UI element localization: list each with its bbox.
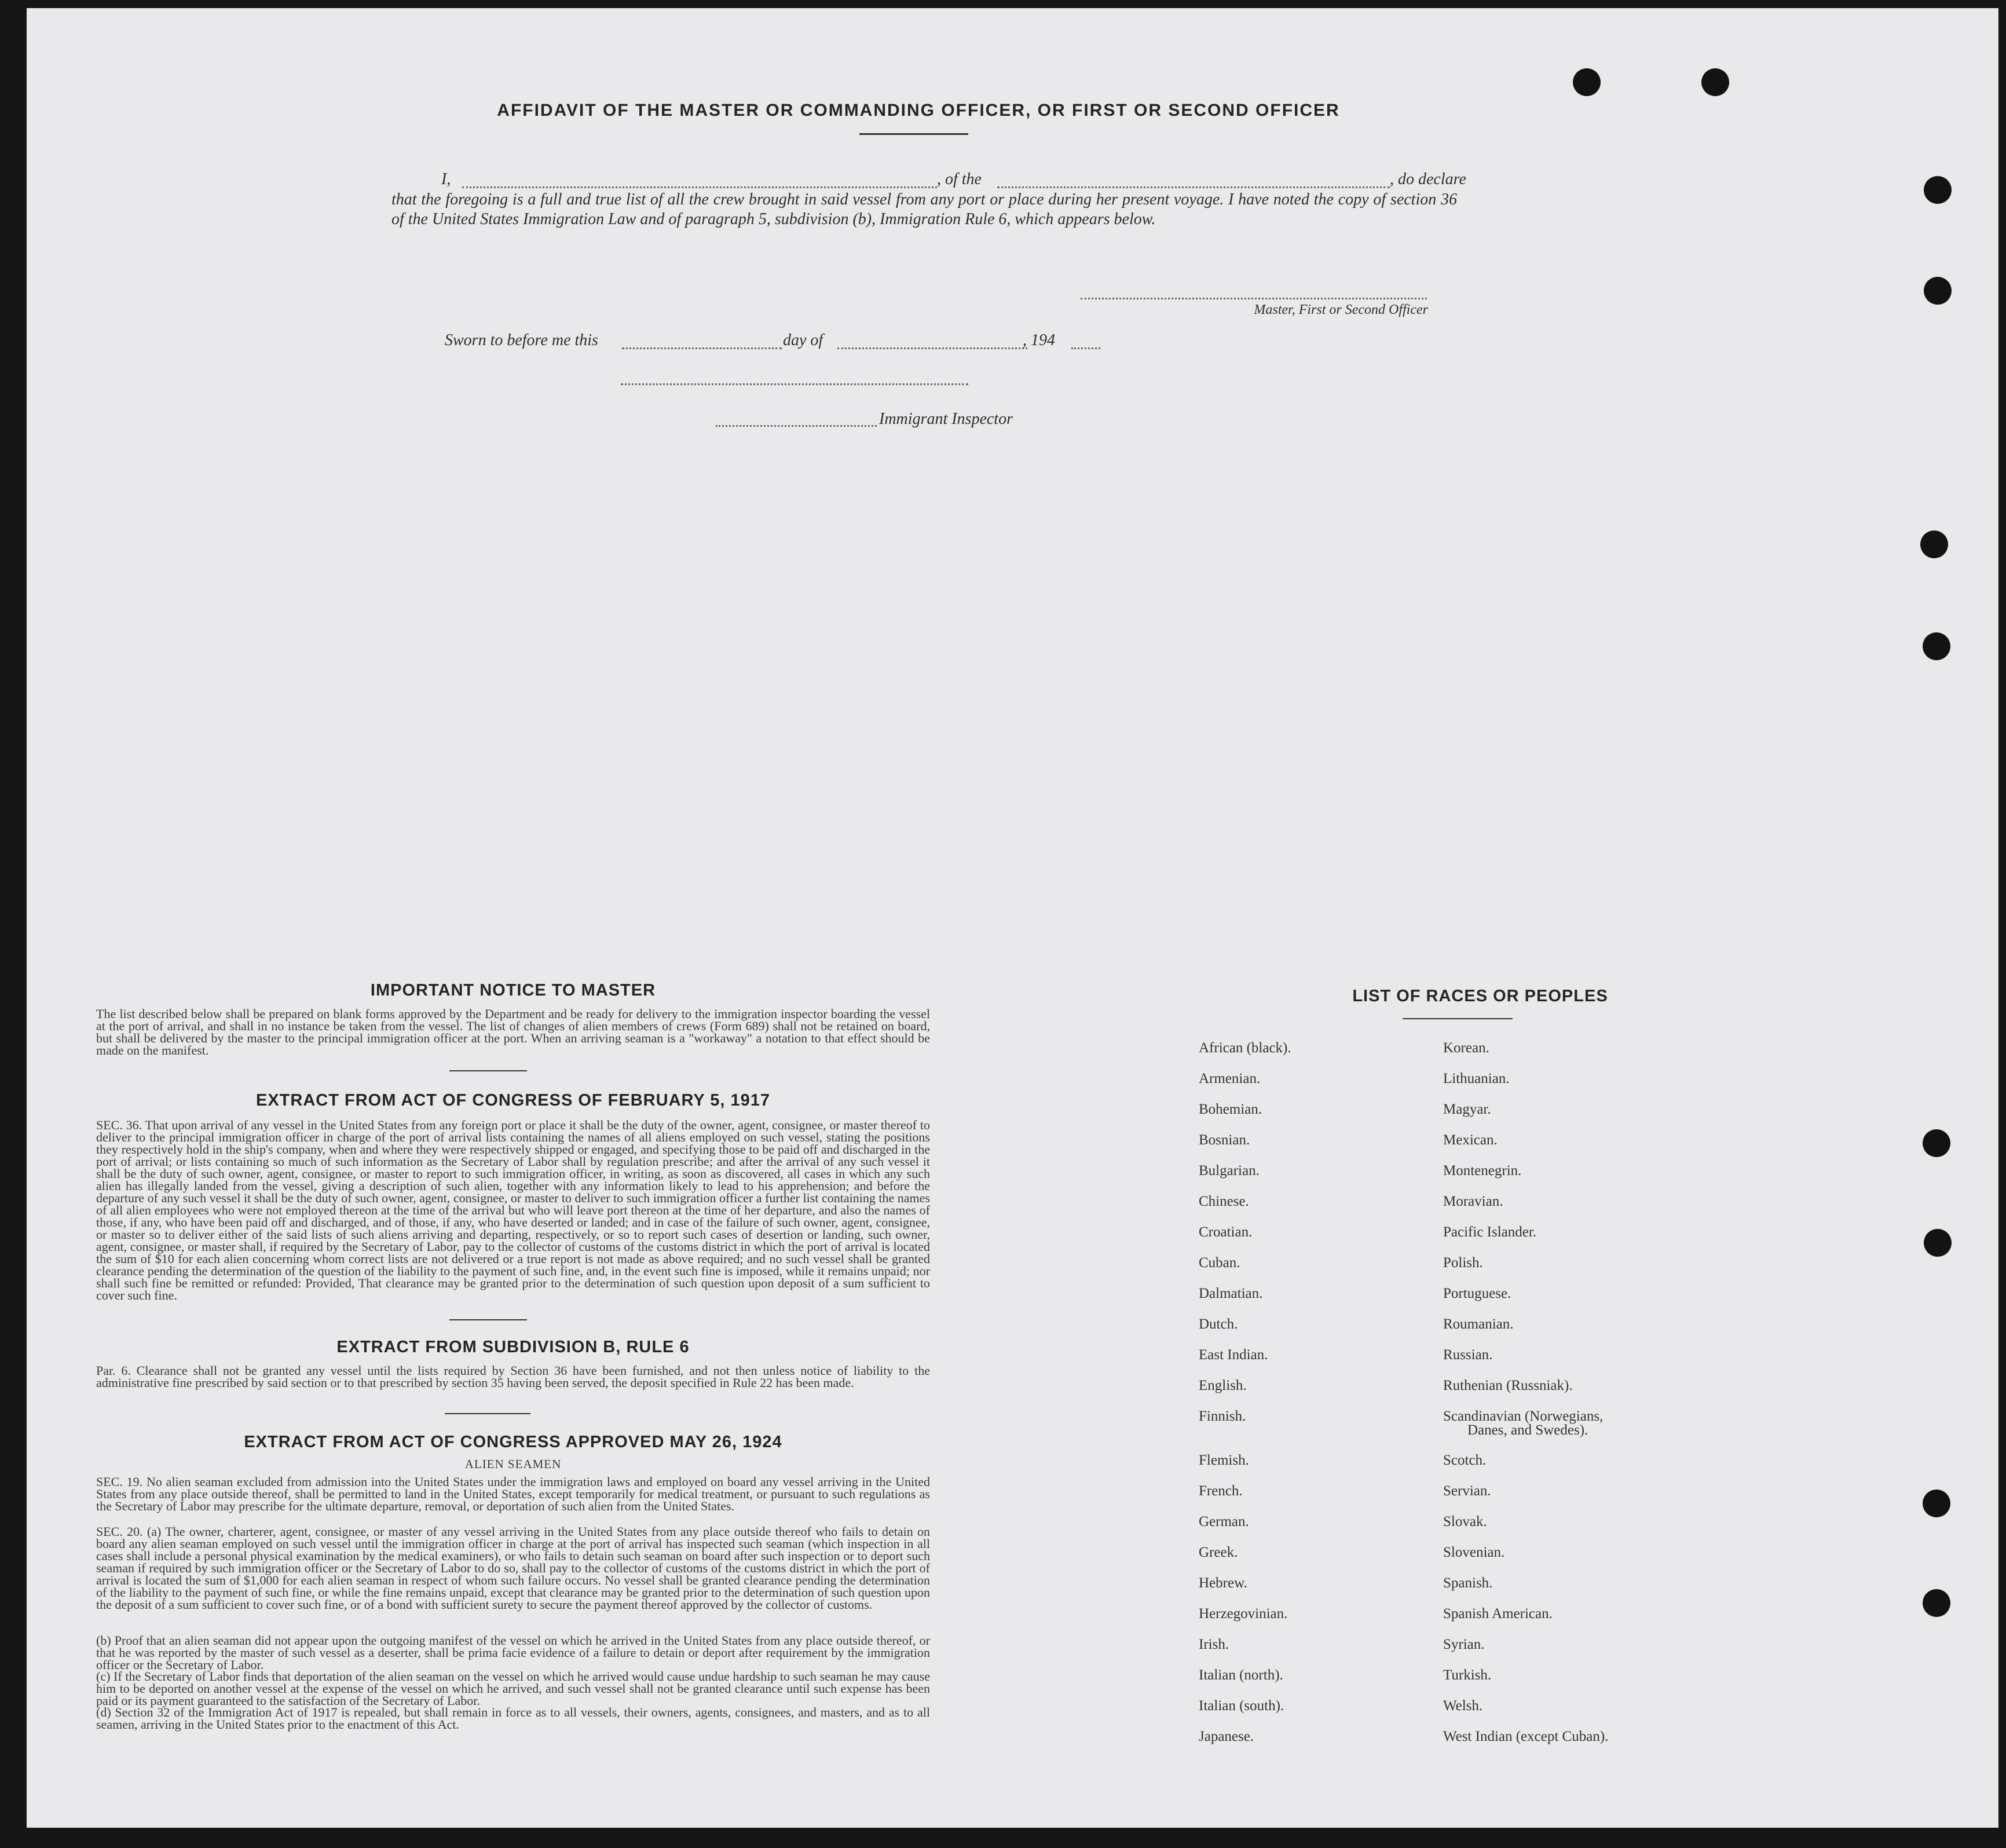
race-item-left: Japanese. — [1199, 1729, 1254, 1744]
extract-1924-sec20b: (b) Proof that an alien seaman did not appear upon the outgoing manifest of the vessel on which he arrived in the United States from any place outside thereof, or that he was reported by the master of such vessel as a deserter, shall be prima facie evidence of a failure to detain or deport after requirement by the immigration officer or the Secretary of Labor. — [96, 1633, 930, 1672]
punch-hole — [1923, 1129, 1950, 1157]
race-item-left: Dalmatian. — [1199, 1286, 1263, 1301]
punch-hole — [1924, 277, 1952, 305]
race-item-left: English. — [1199, 1378, 1247, 1393]
punch-hole — [1924, 176, 1952, 204]
race-item-left: French. — [1199, 1483, 1243, 1499]
extract-1924-sec20a: SEC. 20. (a) The owner, charterer, agent, consignee, or master of any vessel arriving in the United States from any place outside thereof who fails to detain on board any alien seaman employed on such vessel until the immigration officer in charge at the port of arrival has inspected such seaman (which inspection in all cases shall include a personal physical examination by the medical examiners), or who fails to detain such seaman on board after such inspection or to deport such seaman if required by such immigration officer or the Secretary of Labor to do so, shall pay to the collector of customs of the customs district in which the port of arrival is located the sum of $1,000 for each alien seaman in respect of whom such failure occurs. No vessel shall be granted clearance pending the determination of the liability to the payment of such fine, or while the fine remains unpaid, except that clearance may be granted prior to the determination of such question upon the deposit of a sum sufficient to cover such fine, or of a bond with sufficient surety to secure the payment thereof approved by the collector of customs. — [96, 1524, 930, 1612]
race-item-right: Scandinavian (Norwegians, — [1443, 1408, 1604, 1424]
race-item-right: Russian. — [1443, 1347, 1493, 1363]
race-item-left: Herzegovinian. — [1199, 1606, 1288, 1622]
race-item-left: Dutch. — [1199, 1316, 1238, 1332]
sworn-prefix: Sworn to before me this — [445, 331, 598, 349]
race-item-left: Bulgarian. — [1199, 1163, 1260, 1179]
race-item-right: Spanish. — [1443, 1575, 1493, 1591]
inspector-signature-line[interactable] — [621, 383, 968, 385]
race-item-left: Croatian. — [1199, 1224, 1253, 1240]
extract-1917-title: EXTRACT FROM ACT OF CONGRESS OF FEBRUARY 5, 1917 — [255, 1091, 771, 1110]
race-item-right: Montenegrin. — [1443, 1163, 1522, 1179]
vessel-field[interactable] — [997, 186, 1390, 188]
divider — [449, 1070, 527, 1071]
notice-body: The list described below shall be prepared on blank forms approved by the Department and be ready for delivery to the immigration inspector boarding the vessel at the port of arrival, and shall in no instance be taken from the vessel. The list of changes of alien members of crews (Form 689) shall not be retained on board, but shall be delivered by the master to the principal immigration officer at the port. When an arriving seaman is a "workaway" a notation to that effect should be made on the manifest. — [96, 1007, 930, 1057]
race-item-left: Greek. — [1199, 1545, 1238, 1560]
race-item-left: Italian (south). — [1199, 1698, 1284, 1714]
race-item-right: Turkish. — [1443, 1667, 1492, 1683]
inspector-name-field[interactable] — [716, 425, 877, 427]
race-item-right: Roumanian. — [1443, 1316, 1514, 1332]
race-item-left: Hebrew. — [1199, 1575, 1247, 1591]
extract-1924-subtitle: ALIEN SEAMEN — [464, 1457, 562, 1471]
extract-rule6-title: EXTRACT FROM SUBDIVISION B, RULE 6 — [336, 1338, 690, 1356]
race-item-continuation: Danes, and Swedes). — [1467, 1422, 1588, 1438]
race-item-right: Lithuanian. — [1443, 1071, 1510, 1086]
race-item-left: Flemish. — [1199, 1452, 1249, 1468]
race-item-left: Italian (north). — [1199, 1667, 1283, 1683]
month-field[interactable] — [837, 347, 1027, 349]
race-item-right: Polish. — [1443, 1255, 1483, 1271]
notice-title: IMPORTANT NOTICE TO MASTER — [370, 981, 656, 1000]
race-item-right: Moravian. — [1443, 1194, 1503, 1209]
divider — [859, 133, 968, 135]
declaration-of: , of the — [937, 170, 982, 188]
race-item-right: Spanish American. — [1443, 1606, 1553, 1622]
year-field[interactable] — [1071, 347, 1100, 349]
divider — [449, 1319, 527, 1320]
declaration-declare: , do declare — [1390, 170, 1466, 188]
race-item-left: German. — [1199, 1514, 1249, 1529]
race-item-left: Finnish. — [1199, 1408, 1246, 1424]
race-item-right: Scotch. — [1443, 1452, 1487, 1468]
punch-hole — [1923, 1589, 1950, 1617]
race-item-left: East Indian. — [1199, 1347, 1268, 1363]
day-field[interactable] — [622, 347, 782, 349]
declaration-body: that the foregoing is a full and true list of all the crew brought in said vessel from any port or place during her present voyage. I have noted the copy of section 36 of the United States Immigration Law and of paragraph 5, subdivision (b), Immigration Rule 6, which appears below. — [391, 191, 1457, 228]
document-page — [27, 8, 1998, 1828]
race-item-right: Korean. — [1443, 1040, 1489, 1056]
race-item-right: West Indian (except Cuban). — [1443, 1729, 1609, 1744]
name-field[interactable] — [462, 186, 937, 188]
race-item-right: Slovenian. — [1443, 1545, 1505, 1560]
race-item-right: Mexican. — [1443, 1132, 1498, 1148]
divider — [445, 1413, 530, 1414]
race-item-right: Welsh. — [1443, 1698, 1483, 1714]
sworn-year: , 194 — [1023, 331, 1055, 349]
sworn-day: day of — [783, 331, 823, 349]
race-item-left: African (black). — [1199, 1040, 1291, 1056]
punch-hole — [1920, 530, 1948, 558]
extract-rule6-body: Par. 6. Clearance shall not be granted any vessel until the lists required by Section 36 have been furnished, and not then unless notice of liability to the administrative fine prescribed by said section or to that prescribed by section 35 having been served, the deposit specified in Rule 22 has been made. — [96, 1363, 930, 1390]
race-item-right: Syrian. — [1443, 1637, 1485, 1652]
race-item-right: Portuguese. — [1443, 1286, 1511, 1301]
punch-hole — [1923, 1490, 1950, 1517]
extract-1924-sec20c: (c) If the Secretary of Labor finds that deportation of the alien seaman on the vessel on which he arrived would cause undue hardship to such seaman he may cause him to be deported on another vessel at the expense of the vessel on which he arrived, and such vessel shall not be granted clearance until such expense has been paid or its payment guaranteed to the satisfaction of the Secretary of Labor. — [96, 1669, 930, 1708]
extract-1924-title: EXTRACT FROM ACT OF CONGRESS APPROVED MAY 26, 1924 — [244, 1433, 782, 1451]
race-item-right: Magyar. — [1443, 1102, 1491, 1117]
race-item-right: Slovak. — [1443, 1514, 1487, 1529]
extract-1917-body: SEC. 36. That upon arrival of any vessel in the United States from any foreign port or place it shall be the duty of the owner, agent, consignee, or master thereof to deliver to the principal immigration officer in charge of the port of arrival lists containing the names of all aliens employed on such vessel, stating the positions they respectively hold in the ship's company, when and where they were respectively shipped or engaged, and specifying those to be paid off and discharged in the port of arrival; or lists containing so much of such information as the Secretary of Labor shall by regulation prescribe; and after the arrival of any such vessel it shall be the duty of such owner, agent, consignee, or master to report to such immigration officer, in writing, as soon as discovered, all cases in which any such alien has illegally landed from the vessel, giving a description of such alien, together with any information likely to lead to his apprehension; and before the departure of any such vessel it shall be the duty of such owner, agent, consignee, or master to deliver to such immigration officer a further list containing the names of all alien employees who were not employed thereon at the time of the arrival but who will leave port thereon at the time of her departure, and also the names of those, if any, who have been paid off and discharged, and of those, if any, who have deserted or landed; and in case of the failure of such owner, agent, consignee, or master so to deliver either of the said lists of such aliens arriving and departing, respectively, or so to report such cases of desertion or landing, such owner, agent, consignee, or master shall, if required by the Secretary of Labor, pay to the collector of customs of the customs district in which the port of arrival is located the sum of $10 for each alien concerning whom correct lists are not delivered or a true report is not made as above required; and no such vessel shall be granted clearance pending the determination of the question of the liability to the payment of such fine, and, in the event such fine is imposed, while it remains unpaid; nor shall such fine be remitted or refunded: Provided, That clearance may be granted prior to the determination of such question upon deposit of a sum sufficient to cover such fine. — [96, 1118, 930, 1302]
inspector-label: Immigrant Inspector — [879, 410, 1013, 428]
punch-hole — [1701, 68, 1729, 96]
race-item-right: Pacific Islander. — [1443, 1224, 1537, 1240]
affidavit-title: AFFIDAVIT OF THE MASTER OR COMMANDING OFFICER, OR FIRST OR SECOND OFFICER — [497, 101, 1340, 120]
extract-1924-sec20d: (d) Section 32 of the Immigration Act of 1917 is repealed, but shall remain in force as to all vessels, their owners, agents, consignees, and masters, and as to all seamen, arriving in the United States prior to the enactment of this Act. — [96, 1705, 930, 1732]
race-item-left: Cuban. — [1199, 1255, 1240, 1271]
signature-label: Master, First or Second Officer — [1254, 302, 1428, 317]
race-item-right: Ruthenian (Russniak). — [1443, 1378, 1573, 1393]
races-title: LIST OF RACES OR PEOPLES — [1352, 987, 1608, 1005]
extract-1924-sec19: SEC. 19. No alien seaman excluded from admission into the United States under the immigration laws and employed on board any vessel arriving in the United States from any place outside thereof, shall be permitted to land in the United States, except temporarily for medical treatment, or pursuant to such regulations as the Secretary of Labor may prescribe for the ultimate departure, removal, or deportation of such alien from the United States. — [96, 1474, 930, 1513]
race-item-left: Bohemian. — [1199, 1102, 1262, 1117]
race-item-left: Chinese. — [1199, 1194, 1249, 1209]
race-item-left: Armenian. — [1199, 1071, 1261, 1086]
punch-hole — [1573, 68, 1601, 96]
divider — [1403, 1018, 1513, 1019]
race-item-left: Irish. — [1199, 1637, 1229, 1652]
signature-line[interactable] — [1081, 298, 1427, 299]
race-item-right: Servian. — [1443, 1483, 1491, 1499]
punch-hole — [1923, 632, 1950, 660]
declaration-i: I, — [441, 170, 451, 188]
race-item-left: Bosnian. — [1199, 1132, 1250, 1148]
punch-hole — [1924, 1229, 1952, 1257]
